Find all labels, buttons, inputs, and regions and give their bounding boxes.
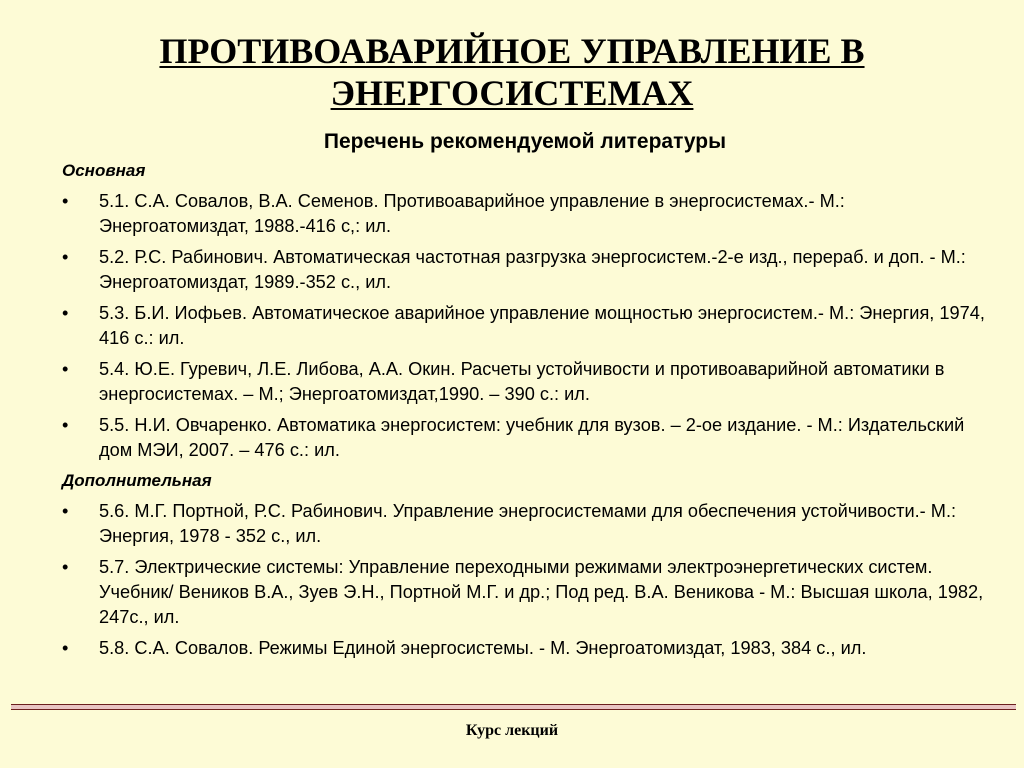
bullet-icon: • <box>62 247 69 267</box>
bullet-icon: • <box>62 303 69 323</box>
list-item <box>62 636 992 661</box>
list-item-text: 5.3. Б.И. Иофьев. Автоматическое аварийное управление мощностью энергосистем.- М.: Энергия, 1974, 416 с.: ил. <box>99 303 985 348</box>
list-item-text: 5.5. Н.И. Овчаренко. Автоматика энергосистем: учебник для вузов. – 2-ое издание. - М.: Издательский дом МЭИ, 2007. – 476 с.: ил. <box>99 415 965 460</box>
additional-literature-list <box>62 499 992 661</box>
list-item-text: 5.1. С.А. Совалов, В.А. Семенов. Противоаварийное управление в энергосистемах.- М.: Энергоатомиздат, 1988.-416 с,: ил. <box>99 191 845 236</box>
list-item-text: 5.2. Р.С. Рабинович. Автоматическая частотная разгрузка энергосистем.-2-е изд., перераб. и доп. - М.: Энергоатомиздат, 1989.-352 с., ил. <box>99 247 966 292</box>
section-heading-additional: Дополнительная <box>62 471 212 490</box>
bullet-icon: • <box>62 191 69 211</box>
bullet-icon: • <box>62 359 69 379</box>
list-item <box>62 413 992 463</box>
literature-list <box>62 159 992 667</box>
bullet-icon: • <box>62 501 69 521</box>
slide-title-line-1: ПРОТИВОАВАРИЙНОЕ УПРАВЛЕНИЕ В <box>159 31 865 71</box>
slide-subtitle: Перечень рекомендуемой литературы <box>323 130 727 153</box>
list-item-text: 5.4. Ю.Е. Гуревич, Л.Е. Либова, А.А. Окин. Расчеты устойчивости и противоаварийной автоматики в энергосистемах. – М.; Энергоатомиздат,1990. – 390 с.: ил. <box>99 359 945 404</box>
bullet-icon: • <box>62 557 69 577</box>
list-item <box>62 189 992 239</box>
footer-caption: Курс лекций <box>465 722 559 739</box>
footer-divider <box>11 704 1016 710</box>
list-item-text: 5.8. С.А. Совалов. Режимы Единой энергосистемы. - М. Энергоатомиздат, 1983, 384 с., ил. <box>99 638 867 658</box>
list-item-text: 5.7. Электрические системы: Управление переходными режимами электроэнергетических систем. Учебник/ Веников В.А., Зуев Э.Н., Портной М.Г. и др.; Под ред. В.А. Веникова - М.: Высшая школа, 1982, 247с., ил. <box>99 557 984 627</box>
bullet-icon: • <box>62 638 69 658</box>
list-item <box>62 301 992 351</box>
list-item <box>62 245 992 295</box>
list-item <box>62 499 992 549</box>
list-item <box>62 555 992 630</box>
section-heading-main: Основная <box>62 161 146 180</box>
slide-title-line-2: ЭНЕРГОСИСТЕМАХ <box>330 73 694 113</box>
main-literature-list <box>62 189 992 463</box>
slide-title <box>0 30 1024 114</box>
bullet-icon: • <box>62 415 69 435</box>
list-item <box>62 357 992 407</box>
list-item-text: 5.6. М.Г. Портной, Р.С. Рабинович. Управление энергосистемами для обеспечения устойчивости.- М.: Энергия, 1978 - 352 с., ил. <box>99 501 957 546</box>
